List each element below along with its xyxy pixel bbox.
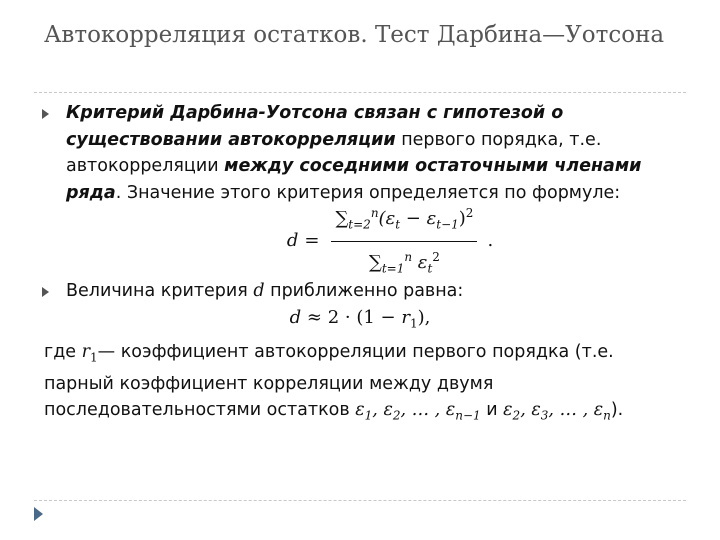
formula-equals: = bbox=[304, 229, 320, 251]
footer-divider bbox=[34, 500, 686, 501]
bullet-paragraph-approx bbox=[40, 278, 680, 305]
criterion-text-1: первого порядка, т.е. автокорреляции bbox=[66, 129, 602, 176]
criterion-bold-mid: между соседними остаточными членами ряда bbox=[66, 156, 642, 203]
bullet-triangle-icon bbox=[42, 287, 49, 297]
approx-var: d bbox=[253, 281, 265, 301]
formula-lhs: d bbox=[286, 229, 299, 251]
criterion-bold-lead: Критерий Дарбина-Уотсона связан с гипотезой о существовании автокорреляции bbox=[66, 103, 564, 150]
formula-denominator: $\sum_{t=1}^n$ $\varepsilon_t^2$ bbox=[368, 249, 440, 276]
title-divider bbox=[34, 92, 686, 93]
durbin-watson-formula bbox=[100, 206, 680, 276]
formula-numerator: $\sum_{t=2}^n(\varepsilon_t - \varepsilon_{t-1})^2$ bbox=[331, 200, 477, 241]
bullet-paragraph-criterion bbox=[40, 100, 680, 206]
formula-fraction bbox=[331, 200, 477, 281]
where-paragraph: где $r_1—$ коэффициент автокорреляции первого порядка (т.е. парный коэффициент корреляции между двумя последовательностями остатков $\varepsilon_1$, $\varepsilon_2$, … , $\varepsilon_{n-1}$ и $\varepsilon_2$, $\varepsilon_3$, … , $\varepsilon_n$). bbox=[44, 341, 624, 423]
approx-formula: $d \approx 2 \cdot (1 - r_1)$, bbox=[289, 306, 431, 331]
slide-content bbox=[40, 100, 680, 429]
approx-text: Величина критерия bbox=[66, 281, 254, 301]
formula-period: . bbox=[487, 229, 494, 251]
slide-title: Автокорреляция остатков. Тест Дарбина—Уотсона bbox=[44, 22, 665, 48]
bullet-triangle-icon bbox=[42, 109, 49, 119]
footer-arrow-icon bbox=[34, 507, 43, 521]
residual-sequence-2: $\varepsilon_2$, $\varepsilon_3$, … , $\varepsilon_n$ bbox=[503, 400, 611, 423]
approx-text-after: приближенно равна: bbox=[264, 281, 464, 301]
criterion-text-2: . Значение этого критерия определяется по формуле: bbox=[115, 182, 621, 203]
residual-sequence-1: $\varepsilon_1$, $\varepsilon_2$, … , $\varepsilon_{n-1}$ bbox=[355, 400, 481, 423]
